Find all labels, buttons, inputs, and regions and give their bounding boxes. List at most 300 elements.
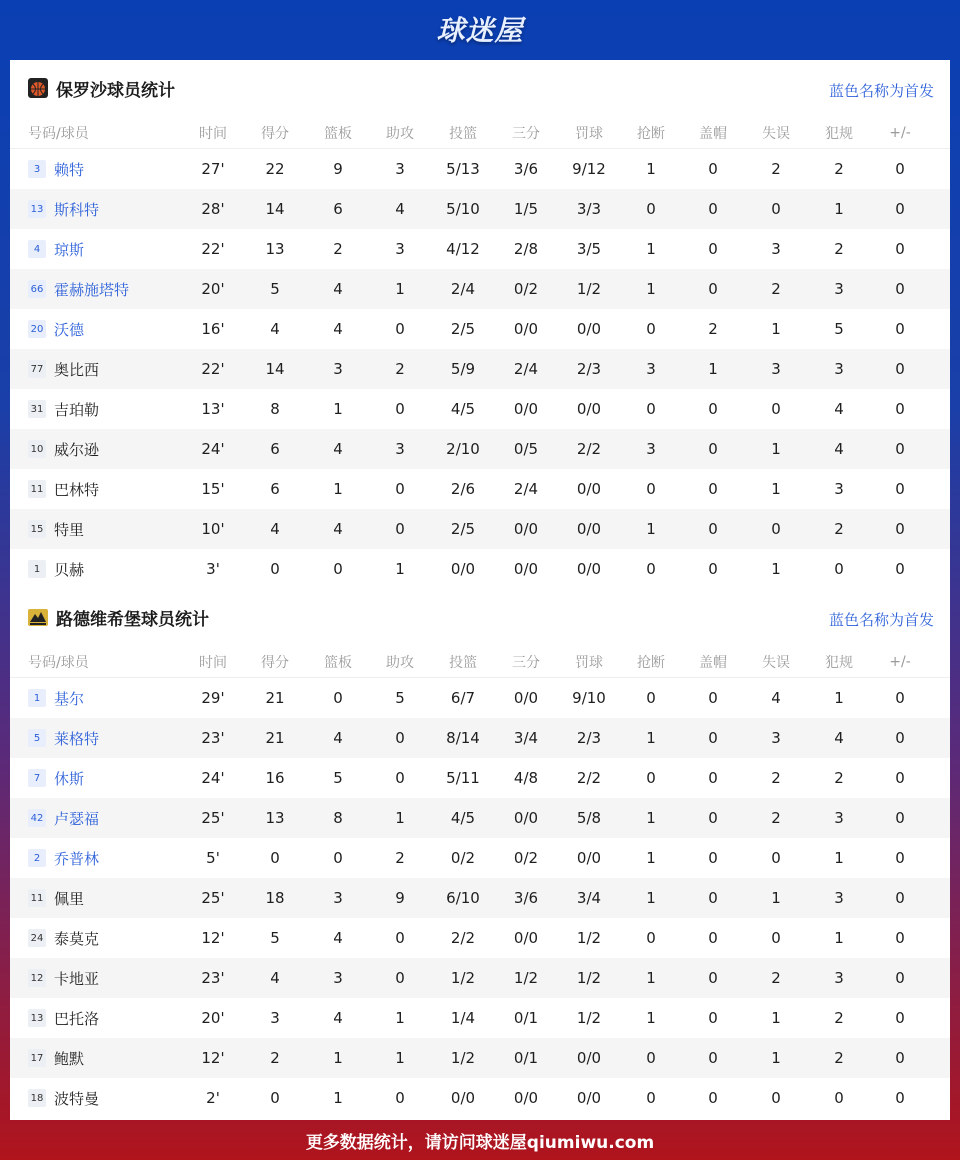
column-header: 盖帽 [699,655,727,671]
player-name: 鲍默 [54,1049,85,1068]
column-header: 抢断 [637,126,665,142]
stat-cell: 0 [646,200,656,218]
stat-cell: 2/4 [513,480,539,498]
stat-cell: 0 [895,849,905,867]
stat-cell: 0/2 [513,849,539,867]
stat-cell: 2 [834,1049,844,1067]
stat-cell: 9/12 [572,160,606,178]
stat-cell: 0 [708,240,718,258]
stat-cell: 0 [708,689,718,707]
section-header [10,60,950,118]
player-row [10,958,950,998]
stat-cell: 0/2 [450,849,476,867]
stats-panel [10,60,950,1120]
stat-cell: 4 [270,969,280,987]
stat-cell: 0 [771,520,781,538]
stat-cell: 0 [895,689,905,707]
column-header: +/- [889,125,911,141]
stat-cell: 9 [333,160,343,178]
stat-cell: 0/0 [576,1049,602,1067]
stat-cell: 0 [708,200,718,218]
stat-cell: 0 [895,320,905,338]
column-header: 得分 [261,655,289,671]
stat-cell: 23' [201,729,225,747]
stat-cell: 2/5 [450,320,476,338]
stat-cell: 20' [201,280,225,298]
player-name: 乔普林 [54,849,100,868]
stat-cell: 0 [708,809,718,827]
stat-cell: 0 [646,1049,656,1067]
column-header: 三分 [512,655,540,671]
stat-cell: 4/5 [450,809,476,827]
player-row [10,189,950,229]
column-header: 盖帽 [699,126,727,142]
jersey-number: 15 [28,520,46,538]
player-rows [10,149,950,589]
player-cell [28,878,198,918]
player-cell [28,429,198,469]
stat-cell: 0/0 [513,400,539,418]
player-cell [28,549,198,589]
stat-cell: 1 [646,1009,656,1027]
stat-cell: 0/1 [513,1049,539,1067]
stat-cell: 1 [646,889,656,907]
player-cell [28,758,198,798]
stat-cell: 0 [895,1089,905,1107]
player-row [10,758,950,798]
stat-cell: 0 [333,689,343,707]
player-name: 吉珀勒 [54,400,100,419]
stat-cell: 5/9 [450,360,476,378]
stat-cell: 0 [895,240,905,258]
stat-cell: 0/0 [576,560,602,578]
player-row [10,509,950,549]
player-row [10,229,950,269]
player-name: 莱格特 [54,729,100,748]
stat-cell: 3 [834,969,844,987]
player-name: 奥比西 [54,360,100,379]
stat-cell: 2 [771,809,781,827]
stat-cell: 3 [771,360,781,378]
footer-banner: 更多数据统计，请访问球迷屋qiumiwu.com [305,1132,655,1153]
stat-cell: 0 [333,849,343,867]
stat-cell: 1 [395,809,405,827]
stat-cell: 4 [333,280,343,298]
stat-cell: 0/1 [513,1009,539,1027]
stat-cell: 4 [270,520,280,538]
stat-cell: 1 [333,480,343,498]
column-header: 三分 [512,126,540,142]
stat-cell: 4 [333,440,343,458]
stat-cell: 0 [395,969,405,987]
column-header: 失误 [762,126,790,142]
player-row [10,998,950,1038]
riders-team-logo-icon [27,606,49,628]
player-cell [28,678,198,718]
stat-cell: 14 [265,200,285,218]
stat-cell: 0 [895,729,905,747]
stat-cell: 2/10 [446,440,480,458]
column-header: 犯规 [825,126,853,142]
player-name: 特里 [54,520,85,539]
stat-cell: 2/4 [450,280,476,298]
stat-cell: 12' [201,1049,225,1067]
player-cell [28,958,198,998]
stat-cell: 0 [708,520,718,538]
stat-cell: 0/0 [513,929,539,947]
player-row [10,389,950,429]
stat-cell: 21 [265,729,285,747]
stat-cell: 0/0 [450,1089,476,1107]
player-name: 琼斯 [54,240,85,259]
jersey-number: 3 [28,160,46,178]
stat-cell: 0 [708,1049,718,1067]
stat-cell: 1 [771,889,781,907]
stat-cell: 20' [201,1009,225,1027]
player-row [10,549,950,589]
player-name: 赖特 [54,160,85,179]
column-header: 篮板 [324,655,352,671]
stat-cell: 22' [201,240,225,258]
player-name: 泰莫克 [54,929,100,948]
stat-cell: 16 [265,769,285,787]
player-cell [28,998,198,1038]
stat-cell: 0 [708,969,718,987]
stat-cell: 3 [646,440,656,458]
column-header-row [10,647,950,678]
stat-cell: 3 [771,240,781,258]
stat-cell: 0 [895,1009,905,1027]
stat-cell: 1 [333,400,343,418]
player-name: 威尔逊 [54,440,100,459]
stat-cell: 1/2 [450,969,476,987]
stat-cell: 0 [333,560,343,578]
jersey-number: 66 [28,280,46,298]
jersey-number: 77 [28,360,46,378]
column-header: 投篮 [449,126,477,142]
player-row [10,838,950,878]
stat-cell: 14 [265,360,285,378]
column-header: 时间 [199,126,227,142]
column-header: 篮板 [324,126,352,142]
stat-cell: 0 [646,320,656,338]
player-row [10,469,950,509]
stat-cell: 0 [895,400,905,418]
player-row [10,718,950,758]
stat-cell: 2/5 [450,520,476,538]
player-row [10,1078,950,1118]
stat-cell: 1 [771,1009,781,1027]
stat-cell: 0 [708,769,718,787]
column-header: 助攻 [386,655,414,671]
player-cell [28,229,198,269]
column-header: 失误 [762,655,790,671]
stat-cell: 4 [333,1009,343,1027]
stat-cell: 1/4 [450,1009,476,1027]
stat-cell: 0/0 [513,809,539,827]
jersey-number: 42 [28,809,46,827]
stat-cell: 4 [270,320,280,338]
stat-cell: 4 [395,200,405,218]
stat-cell: 5/13 [446,160,480,178]
stat-cell: 21 [265,689,285,707]
stat-cell: 18 [265,889,285,907]
stat-cell: 0 [895,769,905,787]
stat-cell: 1 [646,849,656,867]
stat-cell: 3' [206,560,220,578]
stat-cell: 2 [834,1009,844,1027]
stat-cell: 0 [708,1009,718,1027]
stat-cell: 2/6 [450,480,476,498]
stat-cell: 0/0 [513,520,539,538]
stat-cell: 4 [333,320,343,338]
stat-cell: 0/0 [513,560,539,578]
stat-cell: 0 [646,769,656,787]
stat-cell: 22' [201,360,225,378]
player-cell [28,269,198,309]
stat-cell: 0 [395,729,405,747]
stat-cell: 0 [895,440,905,458]
player-name: 波特曼 [54,1089,100,1108]
stat-cell: 0/0 [576,520,602,538]
column-header: 助攻 [386,126,414,142]
stat-cell: 0/0 [576,320,602,338]
stat-cell: 24' [201,440,225,458]
player-cell [28,189,198,229]
stat-cell: 1 [646,160,656,178]
stat-cell: 3 [834,280,844,298]
stat-cell: 3/4 [513,729,539,747]
stat-cell: 1 [646,520,656,538]
stat-cell: 0/0 [513,320,539,338]
player-cell [28,389,198,429]
stat-cell: 1 [333,1049,343,1067]
stat-cell: 0/0 [576,480,602,498]
player-name: 休斯 [54,769,85,788]
stat-cell: 0 [270,849,280,867]
column-header: 罚球 [575,126,603,142]
stat-cell: 0 [708,849,718,867]
stat-cell: 1 [834,849,844,867]
stat-cell: 8 [270,400,280,418]
stat-cell: 0 [895,889,905,907]
stat-cell: 0 [270,1089,280,1107]
stat-cell: 6 [333,200,343,218]
stat-cell: 2 [395,360,405,378]
player-row [10,878,950,918]
stat-cell: 3 [834,809,844,827]
stat-cell: 0 [395,1089,405,1107]
stat-cell: 0 [395,400,405,418]
stat-cell: 4 [834,729,844,747]
stat-cell: 0/0 [450,560,476,578]
player-cell [28,838,198,878]
stat-cell: 1/2 [576,929,602,947]
stat-cell: 0 [895,1049,905,1067]
stat-cell: 0 [834,560,844,578]
stat-cell: 0 [708,560,718,578]
stat-cell: 2 [771,969,781,987]
player-row [10,149,950,189]
player-name: 佩里 [54,889,85,908]
jersey-number: 1 [28,560,46,578]
stat-cell: 13 [265,809,285,827]
column-header: 得分 [261,126,289,142]
jersey-number: 11 [28,889,46,907]
player-name: 基尔 [54,689,85,708]
team-section-away [10,589,950,1118]
jersey-number: 13 [28,200,46,218]
stat-cell: 0 [771,849,781,867]
stat-cell: 2/2 [576,769,602,787]
stat-cell: 6/10 [446,889,480,907]
player-cell [28,718,198,758]
stat-cell: 1 [708,360,718,378]
stat-cell: 1/5 [513,200,539,218]
stat-cell: 0/0 [576,849,602,867]
player-name: 巴托洛 [54,1009,100,1028]
player-cell [28,918,198,958]
stat-cell: 0 [708,400,718,418]
stat-cell: 4 [333,929,343,947]
stat-cell: 1 [771,480,781,498]
stat-cell: 0 [895,809,905,827]
stat-cell: 8 [333,809,343,827]
jersey-number: 5 [28,729,46,747]
column-header: 抢断 [637,655,665,671]
stat-cell: 2 [771,769,781,787]
column-header-row [10,118,950,149]
stat-cell: 4 [333,520,343,538]
jersey-number: 17 [28,1049,46,1067]
stat-cell: 1 [646,729,656,747]
stat-cell: 5 [333,769,343,787]
stat-cell: 3 [270,1009,280,1027]
stat-cell: 0 [895,969,905,987]
team-title: 保罗沙球员统计 [56,81,175,101]
stat-cell: 0 [646,929,656,947]
stat-cell: 0 [395,520,405,538]
player-name: 巴林特 [54,480,100,499]
stat-cell: 2 [395,849,405,867]
stat-cell: 4/8 [513,769,539,787]
stat-cell: 0 [895,200,905,218]
stat-cell: 1 [771,560,781,578]
stat-cell: 8/14 [446,729,480,747]
stat-cell: 1 [395,280,405,298]
stat-cell: 3/5 [576,240,602,258]
stat-cell: 0 [646,480,656,498]
player-row [10,269,950,309]
stat-cell: 25' [201,809,225,827]
stat-cell: 1 [395,1009,405,1027]
stat-cell: 0 [646,689,656,707]
jersey-number: 2 [28,849,46,867]
player-name: 贝赫 [54,560,85,579]
jersey-number: 18 [28,1089,46,1107]
stat-cell: 3/3 [576,200,602,218]
player-row [10,349,950,389]
player-name: 霍赫施塔特 [54,280,130,299]
stat-cell: 22 [265,160,285,178]
column-header: 号码/球员 [28,655,89,671]
stat-cell: 5 [270,280,280,298]
stat-cell: 5' [206,849,220,867]
stat-cell: 0 [708,440,718,458]
column-header: +/- [889,654,911,670]
stat-cell: 6 [270,440,280,458]
stat-cell: 0 [895,280,905,298]
player-cell [28,469,198,509]
stat-cell: 24' [201,769,225,787]
stat-cell: 2 [333,240,343,258]
stat-cell: 13' [201,400,225,418]
player-row [10,918,950,958]
stat-cell: 2 [270,1049,280,1067]
stat-cell: 5/8 [576,809,602,827]
stat-cell: 1 [333,1089,343,1107]
stat-cell: 0 [395,480,405,498]
stat-cell: 0 [395,929,405,947]
jersey-number: 20 [28,320,46,338]
player-row [10,798,950,838]
stat-cell: 0 [708,280,718,298]
stat-cell: 3 [395,240,405,258]
player-name: 卡地亚 [54,969,100,988]
stat-cell: 0/0 [576,400,602,418]
stat-cell: 27' [201,160,225,178]
stat-cell: 3 [395,440,405,458]
stat-cell: 2 [771,160,781,178]
stat-cell: 3 [333,969,343,987]
column-header: 罚球 [575,655,603,671]
stat-cell: 2/2 [576,440,602,458]
stat-cell: 3 [395,160,405,178]
team-title: 路德维希堡球员统计 [56,610,209,630]
stat-cell: 0 [771,929,781,947]
stat-cell: 25' [201,889,225,907]
stat-cell: 2 [834,520,844,538]
stat-cell: 1 [834,689,844,707]
player-rows [10,678,950,1118]
stat-cell: 1 [395,560,405,578]
stat-cell: 5/10 [446,200,480,218]
player-cell [28,349,198,389]
stat-cell: 0 [708,1089,718,1107]
stat-cell: 0/5 [513,440,539,458]
stat-cell: 0 [646,1089,656,1107]
stat-cell: 0 [771,200,781,218]
column-header: 投篮 [449,655,477,671]
stat-cell: 1 [646,240,656,258]
stat-cell: 29' [201,689,225,707]
player-cell [28,798,198,838]
stat-cell: 2 [834,160,844,178]
stat-cell: 0 [395,769,405,787]
stat-cell: 1 [834,929,844,947]
jersey-number: 7 [28,769,46,787]
brand-logo: 球迷屋 [436,14,524,47]
stat-cell: 12' [201,929,225,947]
player-row [10,1038,950,1078]
basketball-team-logo-icon [27,77,49,99]
stat-cell: 6 [270,480,280,498]
jersey-number: 11 [28,480,46,498]
stat-cell: 1/2 [450,1049,476,1067]
jersey-number: 13 [28,1009,46,1027]
stat-cell: 0 [395,320,405,338]
stat-cell: 9/10 [572,689,606,707]
